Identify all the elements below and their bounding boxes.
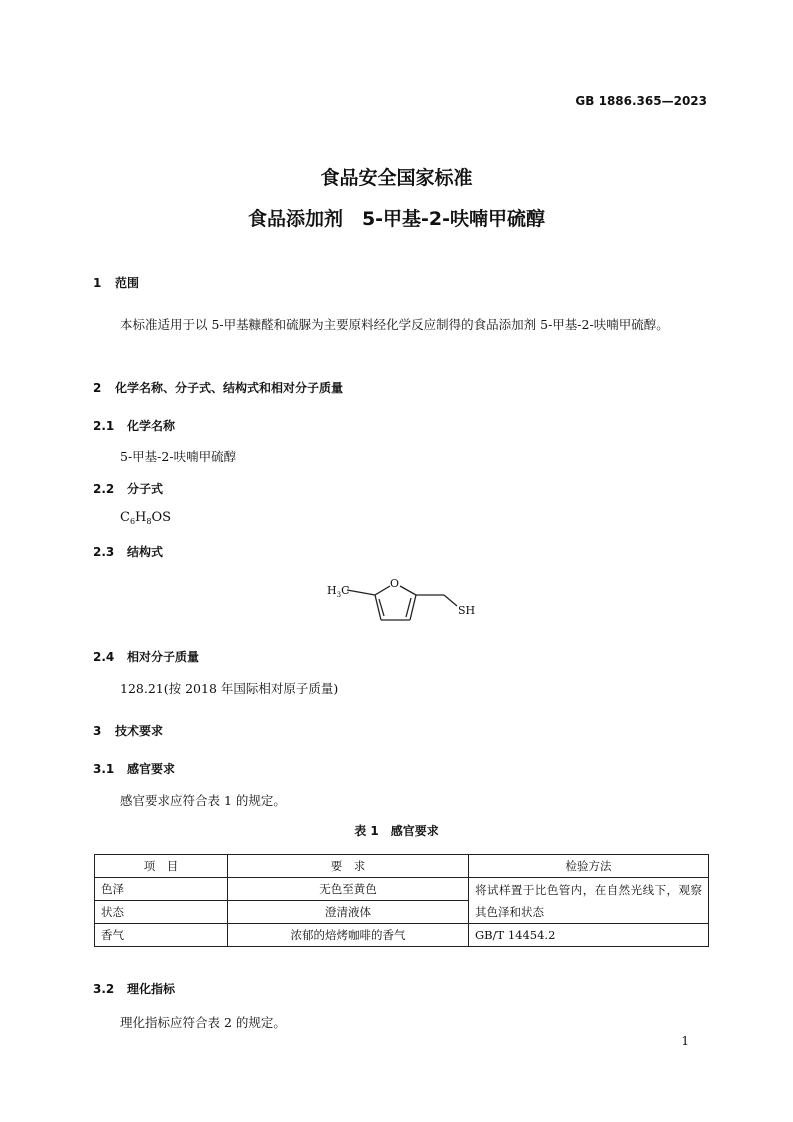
section-number: 3.1 bbox=[93, 762, 115, 776]
section-2-2-heading bbox=[93, 480, 163, 497]
ring-bond-c4-c5 bbox=[375, 595, 381, 620]
molecular-mass: 128.21(按 2018 年国际相对原子质量) bbox=[120, 681, 339, 696]
section-title: 范围 bbox=[115, 276, 140, 290]
section-1-text: 本标准适用于以 5-甲基糠醛和硫脲为主要原料经化学反应制得的食品添加剂 5-甲基-2-呋喃甲硫醇。 bbox=[120, 317, 669, 332]
section-title: 化学名称、分子式、结构式和相对分子质量 bbox=[115, 381, 344, 395]
section-number: 3 bbox=[93, 724, 102, 738]
thiol-label: SH bbox=[458, 604, 476, 617]
table-header-row bbox=[95, 855, 709, 878]
cell-requirement: 浓郁的焙烤咖啡的香气 bbox=[228, 924, 469, 947]
cell-item: 状态 bbox=[95, 901, 228, 924]
cell-method-merged: 将试样置于比色管内，在自然光线下，观察其色泽和状态 bbox=[469, 878, 709, 924]
oxygen-label: O bbox=[390, 577, 400, 590]
table-row bbox=[95, 924, 709, 947]
ring-double-bond-inner bbox=[406, 598, 411, 617]
ring-bond-c5-o bbox=[375, 586, 390, 595]
col-header-method: 检验方法 bbox=[469, 855, 709, 878]
page-number: 1 bbox=[681, 1034, 689, 1048]
table-1-caption: 表 1 感官要求 bbox=[354, 824, 439, 838]
cell-requirement: 澄清液体 bbox=[228, 901, 469, 924]
section-3-heading bbox=[93, 722, 163, 739]
cell-requirement: 无色至黄色 bbox=[228, 878, 469, 901]
section-3-1-heading bbox=[93, 760, 175, 777]
cell-item: 色泽 bbox=[95, 878, 228, 901]
document-title-line2: 食品添加剂 5-甲基-2-呋喃甲硫醇 bbox=[247, 208, 546, 230]
section-title: 理化指标 bbox=[127, 982, 176, 996]
section-2-1-heading bbox=[93, 417, 175, 434]
section-number: 2 bbox=[93, 381, 102, 395]
table-row bbox=[95, 878, 709, 901]
section-number: 3.2 bbox=[93, 982, 115, 996]
section-number: 2.4 bbox=[93, 650, 115, 664]
section-number: 2.1 bbox=[93, 419, 115, 433]
section-number: 2.2 bbox=[93, 482, 115, 496]
section-title: 感官要求 bbox=[127, 762, 176, 776]
cell-method: GB/T 14454.2 bbox=[469, 924, 709, 947]
sensory-requirements-table bbox=[94, 854, 709, 947]
section-2-4-heading bbox=[93, 648, 199, 665]
methyl-bond bbox=[347, 590, 375, 595]
structural-formula bbox=[320, 570, 490, 632]
section-title: 结构式 bbox=[127, 545, 164, 559]
section-title: 分子式 bbox=[127, 482, 164, 496]
section-2-3-heading bbox=[93, 543, 163, 560]
cell-item: 香气 bbox=[95, 924, 228, 947]
section-title: 相对分子质量 bbox=[127, 650, 200, 664]
document-title-line1: 食品安全国家标准 bbox=[320, 167, 473, 189]
section-number: 2.3 bbox=[93, 545, 115, 559]
section-3-1-text: 感官要求应符合表 1 的规定。 bbox=[120, 793, 286, 808]
section-3-2-heading bbox=[93, 980, 175, 997]
chemical-name: 5-甲基-2-呋喃甲硫醇 bbox=[120, 449, 237, 464]
section-1-heading bbox=[93, 274, 139, 291]
section-title: 技术要求 bbox=[115, 724, 164, 738]
section-title: 化学名称 bbox=[127, 419, 176, 433]
methyl-label: $H_3C$ bbox=[327, 584, 350, 599]
molecular-formula: $C_6H_8OS$ bbox=[120, 510, 172, 526]
standard-code: GB 1886.365—2023 bbox=[575, 94, 707, 108]
section-number: 1 bbox=[93, 276, 102, 290]
col-header-item: 项 目 bbox=[95, 855, 228, 878]
thiol-bond bbox=[444, 595, 457, 606]
ring-bond-o-c2 bbox=[400, 586, 416, 595]
col-header-requirement: 要 求 bbox=[228, 855, 469, 878]
section-3-2-text: 理化指标应符合表 2 的规定。 bbox=[120, 1015, 286, 1030]
section-2-heading bbox=[93, 379, 343, 396]
